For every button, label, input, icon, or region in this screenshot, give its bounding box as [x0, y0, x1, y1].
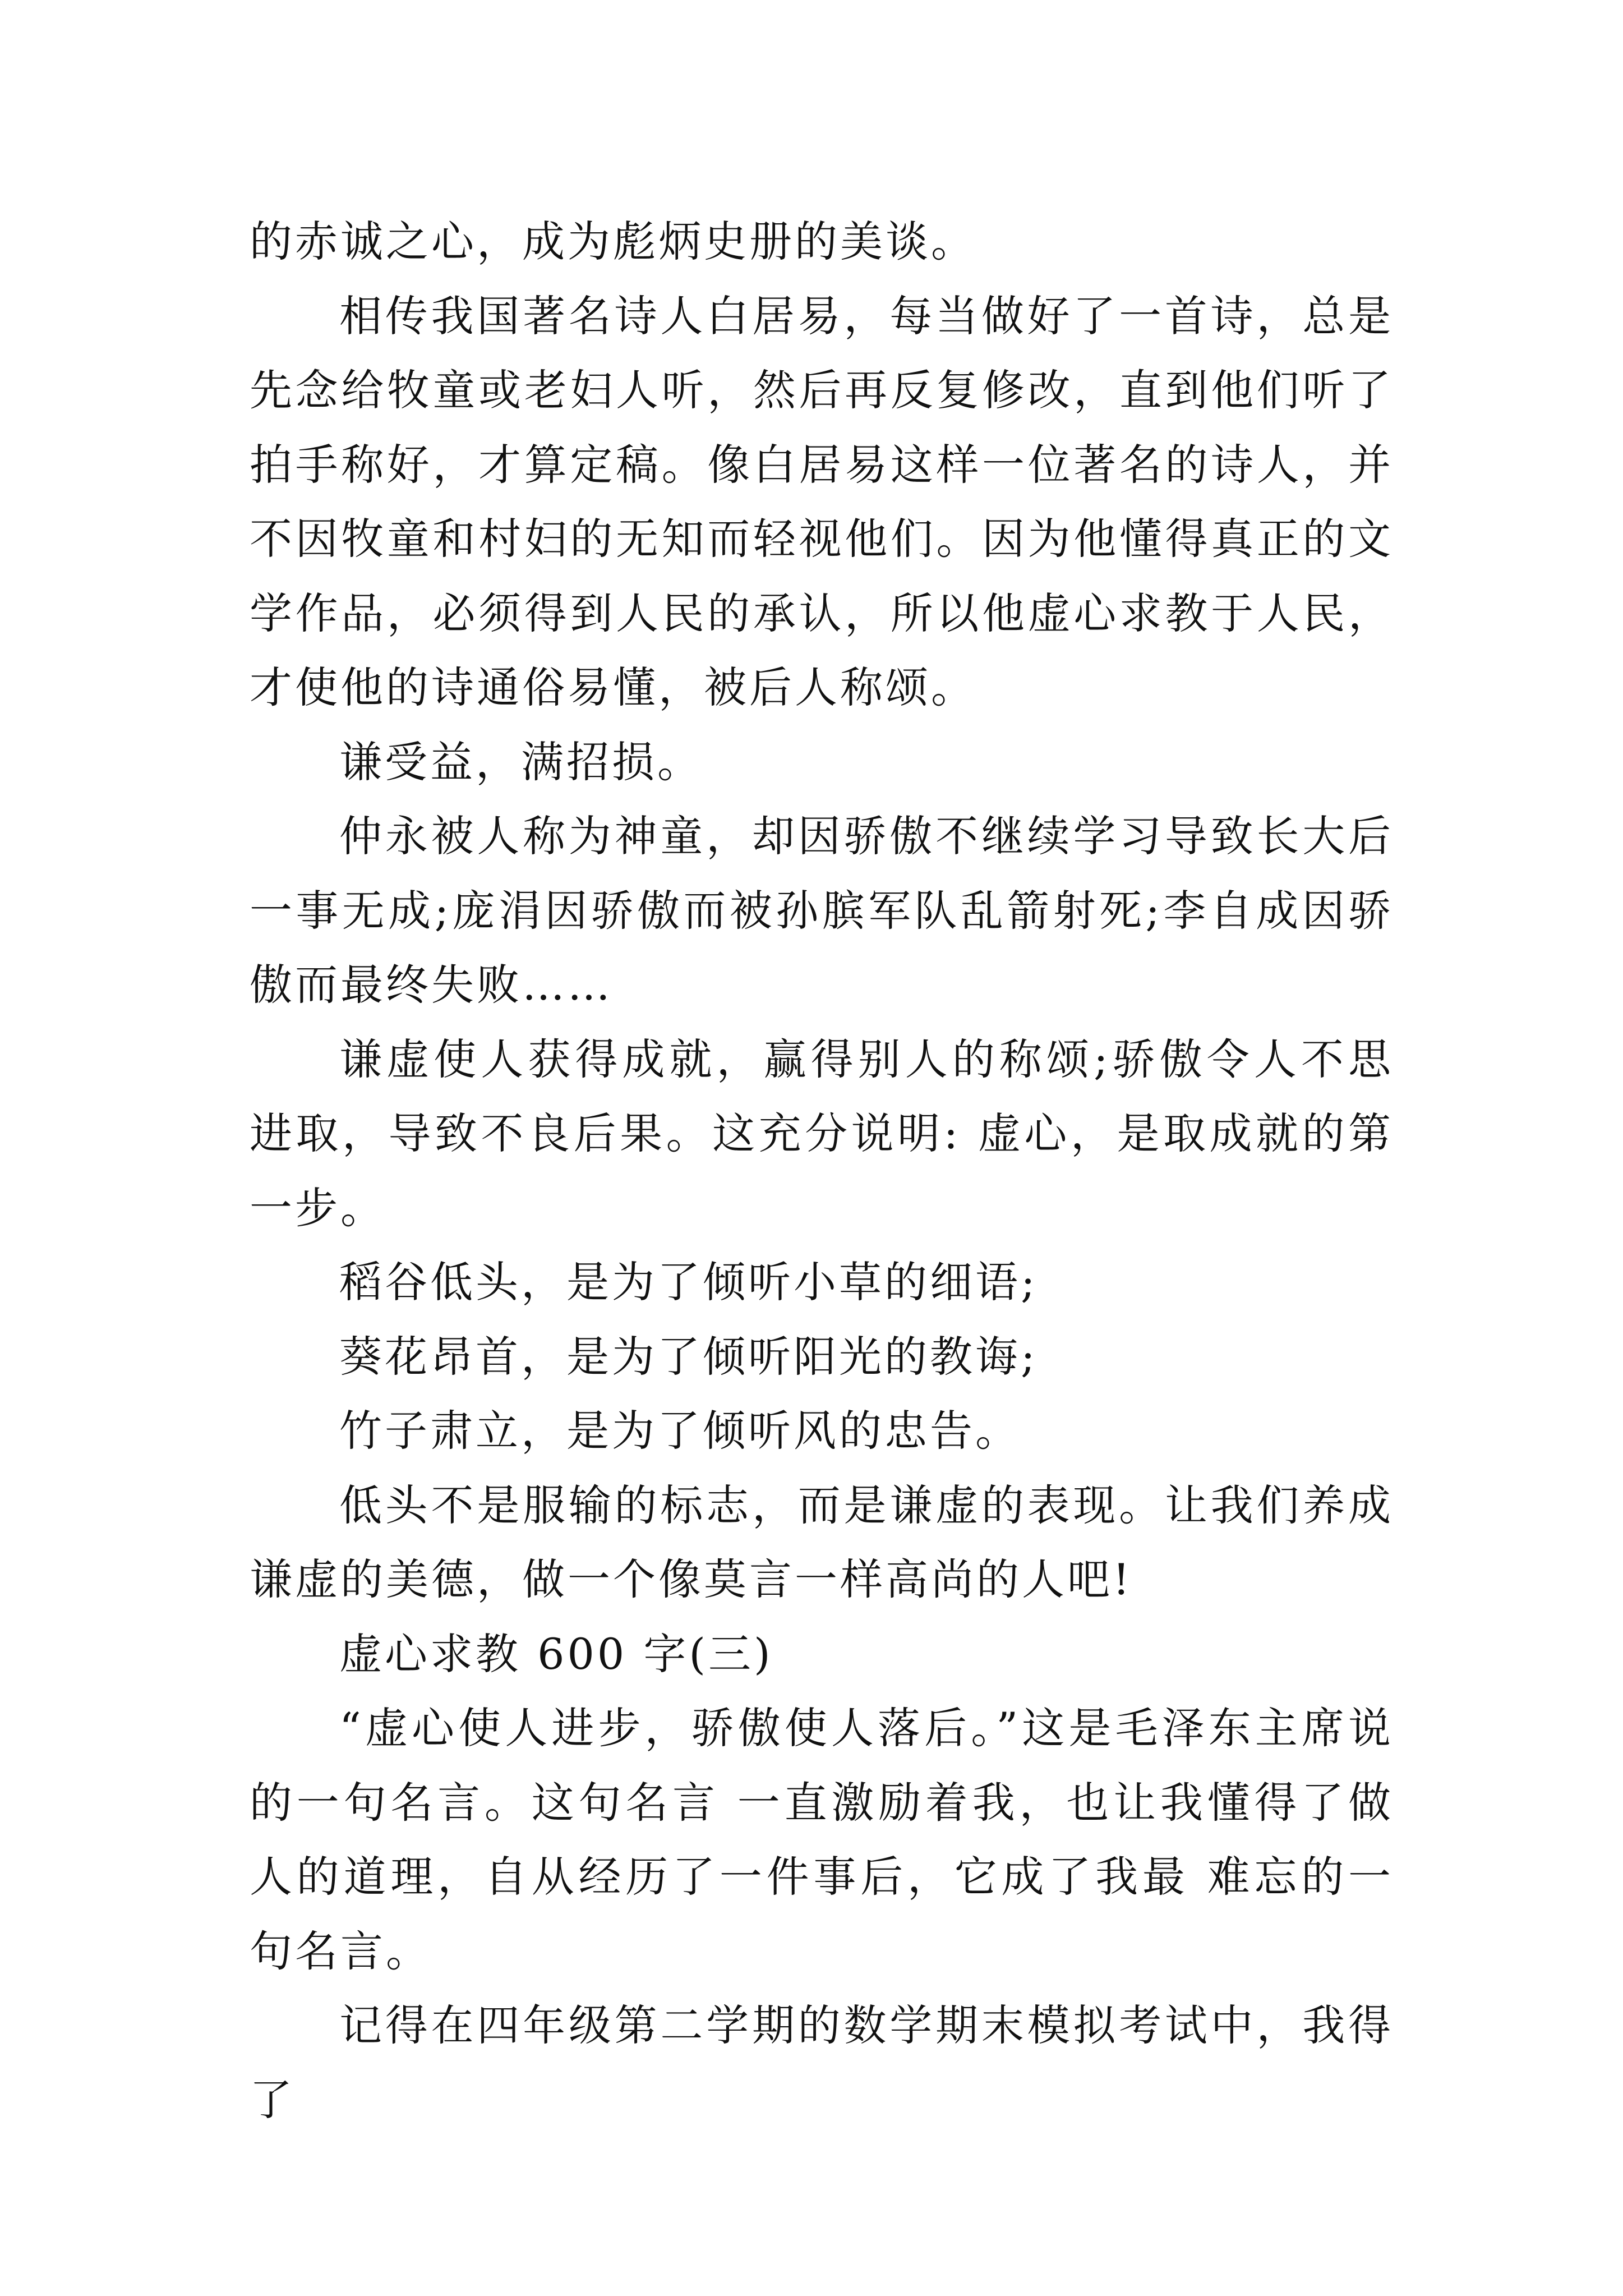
paragraph-6: 稻谷低头，是为了倾听小草的细语;	[339, 1257, 1038, 1307]
paragraph-4: 仲永被人称为神童，却因骄傲不继续学习导致长大后一事无成;庞涓因骄傲而被孙膑军队乱箭射死;李自成因骄傲而最终失败……	[250, 811, 1394, 1010]
paragraph-7: 葵花昂首，是为了倾听阳光的教诲;	[339, 1331, 1038, 1382]
document-body	[250, 205, 1394, 2137]
section-heading: 虚心求教 600 字(三)	[339, 1628, 773, 1679]
paragraph-2: 相传我国著名诗人白居易，每当做好了一首诗，总是先念给牧童或老妇人听，然后再反复修改，直到他们听了拍手称好，才算定稿。像白居易这样一位著名的诗人，并不因牧童和村妇的无知而轻视他们。因为他懂得真正的文学作品，必须得到人民的承认，所以他虚心求教于人民，才使他的诗通俗易懂，被后人称颂。	[250, 291, 1394, 712]
paragraph-8: 竹子肃立，是为了倾听风的忠告。	[339, 1406, 1021, 1456]
paragraph-11: “虚心使人进步，骄傲使人落后。”这是毛泽东主席说的一句名言。这句名言 一直激励着我，也让我懂得了做人的道理，自从经历了一件事后，它成了我最 难忘的一句名言。	[250, 1703, 1394, 1976]
paragraph-1: 的赤诚之心，成为彪炳史册的美谈。	[250, 217, 976, 266]
paragraph-12: 记得在四年级第二学期的数学期末模拟考试中，我得了	[250, 2000, 1394, 2125]
paragraph-3: 谦受益，满招损。	[339, 737, 703, 787]
paragraph-9: 低头不是服输的标志，而是谦虚的表现。让我们养成谦虚的美德，做一个像莫言一样高尚的人吧!	[250, 1480, 1394, 1604]
paragraph-5: 谦虚使人获得成就，赢得别人的称颂;骄傲令人不思进取，导致不良后果。这充分说明: 虚心，是取成就的第一步。	[250, 1034, 1394, 1233]
